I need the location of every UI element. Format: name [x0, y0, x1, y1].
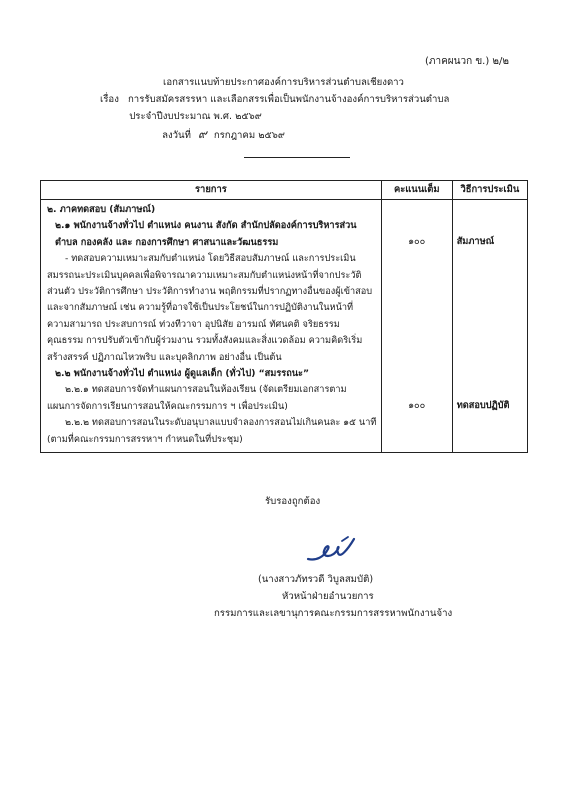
- evaluation-table: [40, 180, 528, 453]
- row2-title: ๒.๒ พนักงานจ้างทั่วไป ตำแหน่ง ผู้ดูแลเด็ก (ทั่วไป) “สมรรถนะ”: [55, 368, 310, 380]
- date-line: [0, 126, 507, 144]
- table-header-row: [41, 181, 528, 200]
- col-header-method: วิธีการประเมิน: [452, 181, 527, 200]
- section-title: ๒. ภาคทดสอบ (สัมภาษณ์): [47, 204, 156, 215]
- signer-position: หัวหน้าฝ่ายอำนวยการ: [282, 591, 374, 602]
- row1-title: ๒.๑ พนักงานจ้างทั่วไป ตำแหน่ง คนงาน สังกัด สำนักปลัดองค์การบริหารส่วนตำบล กองคลัง และ กองการศึกษา ศาสนาและวัฒนธรรม: [55, 220, 357, 248]
- date-prefix: ลงวันที่: [162, 130, 191, 141]
- document-title: เอกสารแนบท้ายประกาศองค์การบริหารส่วนตำบลเชียงดาว: [163, 77, 404, 88]
- fiscal-year-line: ประจำปีงบประมาณ พ.ศ. ๒๕๖๙: [129, 111, 262, 122]
- header-divider: [244, 157, 350, 158]
- table-row: [41, 200, 528, 453]
- signer-role: กรรมการและเลขานุการคณะกรรมการสรรหาพนักงานจ้าง: [214, 608, 453, 619]
- annex-label: (ภาคผนวก ข.) ๒/๒: [425, 56, 509, 67]
- subject-line: [100, 91, 520, 108]
- score-cell: [381, 200, 452, 453]
- row1-score: ๑๐๐: [408, 236, 426, 247]
- date-rest: กรกฎาคม ๒๕๖๙: [213, 130, 285, 141]
- row2-item1: ๒.๒.๑ ทดสอบการจัดทำแผนการสอนในห้องเรียน (จัดเตรียมเอกสารตามแผนการจัดการเรียนการสอนให้คณะกรรมการ ฯ เพื่อประเมิน): [47, 384, 347, 412]
- handwritten-signature: [302, 535, 358, 567]
- subject-label: เรื่อง: [100, 94, 119, 105]
- certify-text: รับรองถูกต้อง: [265, 496, 321, 507]
- col-header-items: รายการ: [41, 181, 382, 200]
- row1-method: สัมภาษณ์: [456, 236, 495, 247]
- col-header-score: คะแนนเต็ม: [381, 181, 452, 200]
- signer-name: (นางสาวภัทรวดี วิบูลสมบัติ): [258, 574, 374, 585]
- row2-item2: ๒.๒.๒ ทดสอบการสอนในระดับอนุบาลแบบจำลองการสอนไม่เกินคนละ ๑๕ นาที (ตามที่คณะกรรมการสรรหาฯ กำหนดในที่ประชุม): [47, 417, 377, 445]
- items-cell: [41, 200, 382, 453]
- date-day: ๙: [197, 127, 207, 141]
- row2-score: ๑๐๐: [408, 400, 426, 412]
- row2-method: ทดสอบปฏิบัติ: [456, 400, 510, 412]
- method-cell: [452, 200, 527, 453]
- row1-body: - ทดสอบความเหมาะสมกับตำแหน่ง โดยวิธีสอบสัมภาษณ์ และการประเมินสมรรถนะประเมินบุคคลเพื่อพิจารณาความเหมาะสมกับตำแหน่งหน้าที่จากประวัติส่วนตัว ประวัติการศึกษา ประวัติการทำงาน พฤติกรรมที่ปรากฏทางอื่นของผู้เข้าสอบและจากสัมภาษณ์ เช่น ความรู้ที่อาจใช้เป็นประโยชน์ในการปฏิบัติงานในหน้าที่ ความสามารถ ประสบการณ์ ท่วงทีวาจา อุปนิสัย อารมณ์ ทัศนคติ จริยธรรม คุณธรรม การปรับตัวเข้ากับผู้ร่วมงาน รวมทั้งสังคมและสิ่งแวดล้อม ความคิดริเริ่มสร้างสรรค์ ปฏิภาณไหวพริบ และบุคลิกภาพ อย่างอื่น เป็นต้น: [47, 253, 373, 363]
- subject-text: การรับสมัครสรรหา และเลือกสรรเพื่อเป็นพนักงานจ้างองค์การบริหารส่วนตำบล: [128, 94, 450, 105]
